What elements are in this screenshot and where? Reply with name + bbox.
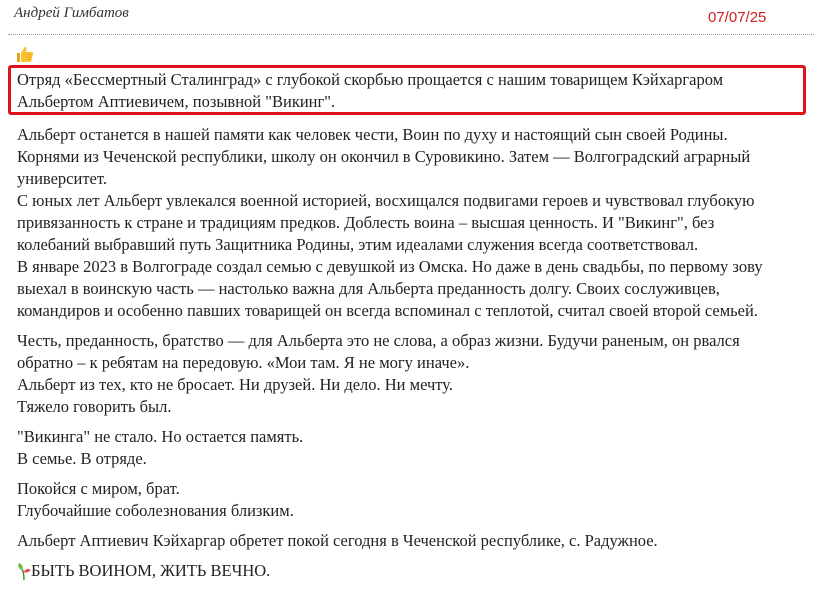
header-divider [8, 34, 814, 35]
post-header [0, 0, 824, 36]
headline-box [8, 65, 806, 115]
text-line: Альберт останется в нашей памяти как человек чести, Воин по духу и настоящий сын своей Родины. [17, 125, 728, 144]
paragraph-biography [17, 124, 817, 322]
paragraph-burial [17, 530, 817, 552]
headline-line: Отряд «Бессмертный Сталинград» с глубокой скорбью прощается с нашим товарищем Кэйхаргаром [17, 70, 724, 89]
text-line: Альберт из тех, кто не бросает. Ни друзей. Ни дело. Ни мечту. [17, 375, 454, 394]
text-line: выехал в воинскую часть — настолько важна для Альберта преданность долгу. Своих сослуживцев, [17, 279, 720, 298]
closing-slogan: БЫТЬ ВОИНОМ, ЖИТЬ ВЕЧНО. [31, 561, 271, 580]
text-line: университет. [17, 169, 107, 188]
text-line: Честь, преданность, братство — для Альберта это не слова, а образ жизни. Будучи раненым, он рвался [17, 331, 740, 350]
post-date: 07/07/25 [708, 9, 767, 26]
paragraph-memory [17, 426, 817, 470]
text-line: Корнями из Чеченской республики, школу он окончил в Суровикино. Затем — Волгоградский аграрный [17, 147, 751, 166]
text-line: колебаний выбравший путь Защитника Родины, этим идеалами служения всегда соответствовал. [17, 235, 699, 254]
text-line: Тяжело говорить был. [17, 397, 172, 416]
sprout-icon [17, 561, 31, 581]
text-line: привязанность к стране и традициям предков. Доблесть воина – высшая ценность. И "Викинг", без [17, 213, 715, 232]
headline-line: Альбертом Аптиевичем, позывной "Викинг". [17, 92, 336, 111]
author-name[interactable]: Андрей Гимбатов [14, 5, 129, 21]
text-line: В январе 2023 в Волгограде создал семью с девушкой из Омска. Но даже в день свадьбы, по первому зову [17, 257, 763, 276]
text-line: В семье. В отряде. [17, 449, 147, 468]
text-line: "Викинга" не стало. Но остается память. [17, 427, 304, 446]
text-line: С юных лет Альберт увлекался военной историей, восхищался подвигами героев и чувствовал глубокую [17, 191, 755, 210]
text-line: Альберт Аптиевич Кэйхаргар обретет покой сегодня в Чеченской республике, с. Радужное. [17, 531, 658, 550]
text-line: обратно – к ребятам на передовую. «Мои там. Я не могу иначе». [17, 353, 470, 372]
post-body [17, 124, 817, 590]
thumbs-up-icon [15, 44, 35, 64]
text-line: командиров и особенно павших товарищей он всегда вспоминал с теплотой, считал своей второй семьей. [17, 301, 758, 320]
closing-line [17, 560, 817, 582]
text-line: Глубочайшие соболезнования близким. [17, 501, 294, 520]
text-line: Покойся с миром, брат. [17, 479, 180, 498]
paragraph-condolences [17, 478, 817, 522]
paragraph-values [17, 330, 817, 418]
